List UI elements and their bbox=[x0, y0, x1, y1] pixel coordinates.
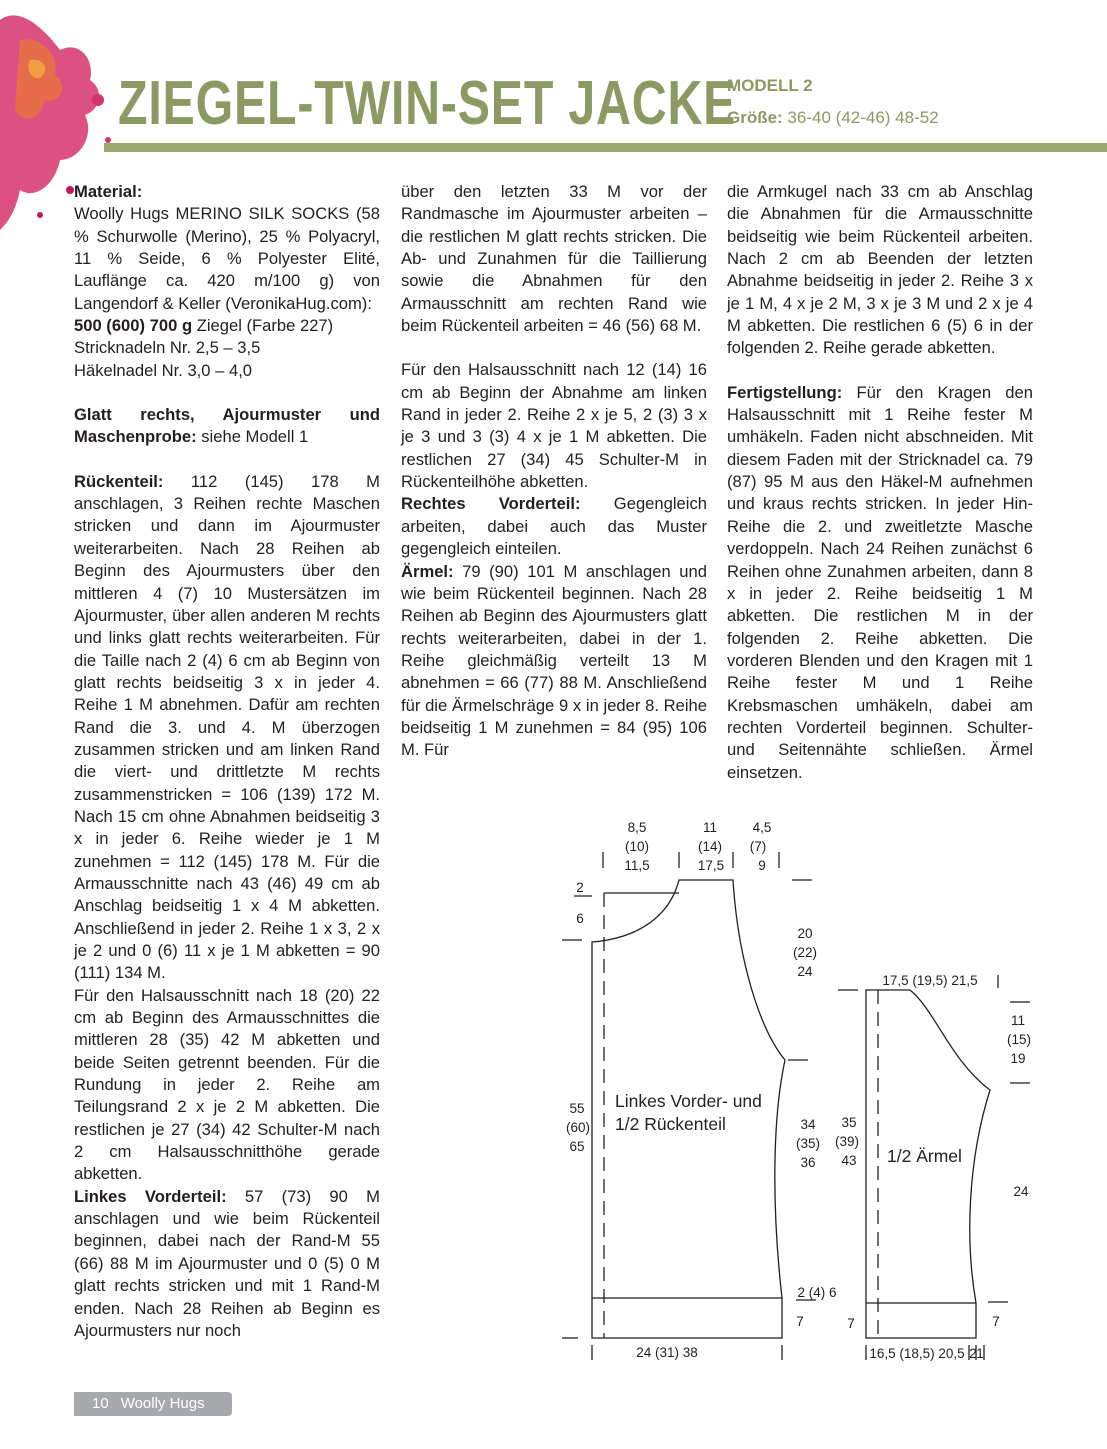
paragraph-text: über den letzten 33 M vor der Randmasche im Ajourmuster arbeiten – die restlichen M glatt rechts stricken. Die Ab- und Zunahmen für die Taillierung sowie die Abnahmen für den Armausschnitt am rechten Rand wie beim Rückenteil arbeiten = 46 (56) 68 M. bbox=[401, 182, 707, 336]
dim-sleeve-top-width: 17,5 (19,5) 21,5 bbox=[882, 973, 978, 988]
page-title: ZIEGEL-TWIN-SET JACKE bbox=[118, 69, 737, 138]
body-label-line-1: Linkes Vorder- und bbox=[615, 1091, 762, 1111]
dim-arm-h-3: 24 bbox=[797, 964, 813, 979]
dim-side-h-1: 34 bbox=[800, 1117, 816, 1132]
dim-sleeve-side-3: 43 bbox=[841, 1153, 857, 1168]
dim-waist: 2 (4) 6 bbox=[797, 1285, 837, 1300]
paragraph-text: siehe Modell 1 bbox=[196, 427, 309, 447]
paragraph-text: Für den Halsausschnitt nach 12 (14) 16 cm ab Beginn der Abnahme am linken Rand in jeder 2. Reihe 2 x je 5, 2 (3) 3 x je 3 und 3 (3) 4 x je 1 M abketten. Die restlichen 27 (34) 45 Schulter-M in Rückenteilhöhe abketten. bbox=[401, 360, 707, 492]
paragraph-text: Für den Kragen den Halsausschnitt mit 1 Reihe fester M umhäkeln. Faden nicht abschneiden. Mit diesem Faden mit der Stricknadel ca. 79 (87) 95 M aus den Häkel-M aufnehmen und kraus rechts stricken. In jeder Hin-Reihe die 2. und zweitletzte Masche verdoppeln. Nach 24 Reihen zunächst 6 Reihen ohne Zunahmen arbeiten, dann 8 x in jeder 2. Reihe beidseitig 1 M abketten. Die restlichen M in der folgenden 2. Reihe abketten. Die vorderen Blenden und den Kragen mit 1 Reihe fester M und 1 Reihe Krebsmaschen umhäkeln, dabei am rechten Vorderteil beginnen. Schulter- und Seitennähte schließen. Ärmel einsetzen. bbox=[727, 382, 1033, 782]
dim-top-b-2: (14) bbox=[697, 839, 723, 854]
paragraph-text: 57 (73) 90 M anschlagen und wie beim Rückenteil beginnen, dabei nach der Rand-M 55 (66) 88 M im Ajourmuster und 0 (5) 0 M glatt rechts stricken und mit 1 Rand-M enden. Nach 28 Reihen ab Beginn es Ajourmusters nur noch bbox=[74, 1186, 380, 1340]
dim-top-b-1: 11 bbox=[702, 820, 718, 835]
dim-top-b-3: 17,5 bbox=[697, 858, 725, 873]
size-label: Größe: bbox=[727, 108, 783, 127]
paragraph-text: 112 (145) 178 M anschlagen, 3 Reihen rechte Maschen stricken und dann im Ajourmuster weiterarbeiten. Nach 28 Reihen ab Beginn des Ajourmusters über den mittleren 4 (7) 10 Mustersätzen im Ajourmuster, über allen anderen M rechts und links glatt rechts weiterarbeiten. Für die Taille nach 2 (4) 6 cm ab Beginn von glatt rechts beidseitig 3 x in jeder 4. Reihe 1 M abnehmen. Dafür am rechten Rand die 3. und 4. M überzogen zusammen stricken und am linken Rand die viert- und drittletzte M rechts zusammenstricken = 106 (139) 172 M. Nach 15 cm ohne Abnahmen beidseitig 3 x in jeder 6. Reihe wieder je 1 M zunehmen = 112 (145) 178 M. Für die Armausschnitte nach 43 (46) 49 cm ab Anschlag beidseitig 1 x 4 M abketten. Anschließend in jeder 2. Reihe 1 x 3, 2 x je 2 und 0 (6) 11 x je 1 M abketten = 90 (111) 134 M. bbox=[74, 471, 380, 983]
paragraph-heading: Ärmel: bbox=[401, 561, 454, 581]
dim-band-sleeve-left: 7 bbox=[847, 1316, 855, 1331]
dim-sleeve-width-1: 1 bbox=[976, 1346, 984, 1361]
dim-sleeve-width-2: 2 bbox=[969, 1346, 977, 1361]
dim-top-c-3: 9 bbox=[758, 858, 766, 873]
paragraph-heading: Linkes Vorderteil: bbox=[74, 1186, 227, 1206]
page-footer bbox=[74, 1392, 232, 1416]
paragraph-text: Gegengleich arbeiten, dabei auch das Muster gegengleich einteilen. bbox=[401, 494, 707, 559]
model-number: MODELL 2 bbox=[727, 76, 813, 95]
dim-cap-h-2: (15) bbox=[1006, 1032, 1032, 1047]
dim-top-a-3: 11,5 bbox=[624, 858, 650, 873]
sleeve-label: 1/2 Ärmel bbox=[887, 1146, 962, 1166]
dim-top-a-1: 8,5 bbox=[627, 820, 647, 835]
dim-body-h-1: 55 bbox=[569, 1101, 585, 1116]
paragraph-heading: 500 (600) 700 g bbox=[74, 316, 193, 336]
paragraph-text: Ziegel (Farbe 227) bbox=[192, 316, 334, 336]
dim-body-width: 24 (31) 38 bbox=[636, 1345, 698, 1360]
dim-side-h-2: (35) bbox=[795, 1136, 821, 1151]
paragraph-heading: Rückenteil: bbox=[74, 471, 164, 491]
paragraph-heading: Rechtes Vorderteil: bbox=[401, 494, 581, 514]
dim-cap-h-3: 19 bbox=[1010, 1051, 1026, 1066]
body-label-line-2: 1/2 Rückenteil bbox=[615, 1114, 726, 1134]
dim-side-h-3: 36 bbox=[800, 1155, 816, 1170]
paragraph-heading: Fertigstellung: bbox=[727, 382, 843, 402]
paragraph-text: die Armkugel nach 33 cm ab Anschlag die Abnahmen für die Armausschnitte beidseitig wie beim Rückenteil arbeiten. Nach 2 cm ab Beenden der letzten Abnahme beidseitig in jeder 2. Reihe 3 x je 1 M, 4 x je 2 M, 3 x je 3 M und 2 x je 4 M abketten. Die restlichen 6 (5) 6 in der folgenden 2. Reihe gerade abketten. bbox=[727, 182, 1033, 358]
paragraph-heading: Material: bbox=[74, 182, 143, 201]
dim-sleeve-width: 16,5 (18,5) 20,5 bbox=[869, 1346, 965, 1361]
dim-body-h-2: (60) bbox=[565, 1120, 591, 1135]
dim-cap-h-1: 11 bbox=[1010, 1013, 1026, 1028]
footer-brand: Woolly Hugs bbox=[120, 1395, 205, 1412]
paragraph-text: 79 (90) 101 M anschlagen und wie beim Rückenteil beginnen. Nach 28 Reihen ab Beginn des Ajourmusters glatt rechts weiterarbeiten, dabei in der 1. Reihe gleichmäßig verteilt 13 M abnehmen = 66 (77) 88 M. Anschließend für die Ärmelschräge 9 x in jeder 8. Reihe beidseitig 1 M zunehmen = 84 (95) 106 M. Für bbox=[401, 561, 707, 760]
dim-sleeve-h: 24 bbox=[1013, 1184, 1029, 1199]
dim-neck-6: 6 bbox=[576, 911, 584, 926]
dim-band-sleeve-right: 7 bbox=[992, 1314, 1000, 1329]
dim-top-a-2: (10) bbox=[624, 839, 650, 854]
dim-neck-2: 2 bbox=[576, 880, 584, 895]
dim-arm-h-1: 20 bbox=[797, 926, 813, 941]
dim-band-body: 7 bbox=[796, 1314, 804, 1329]
size-value: 36-40 (42-46) 48-52 bbox=[782, 108, 939, 127]
paragraph-text: Stricknadeln Nr. 2,5 – 3,5 bbox=[74, 338, 261, 358]
dim-top-c-1: 4,5 bbox=[752, 820, 772, 835]
paragraph-text: Für den Halsausschnitt nach 18 (20) 22 cm ab Beginn des Armausschnittes die mittleren 28 (35) 42 M abketten und beide Seiten getrennt beenden. Für die Rundung in jeder 2. Reihe am Teilungsrand 2 x je 2 M abketten. Die restlichen je 27 (34) 42 Schulter-M nach 2 cm Halsausschnitthöhe gerade abketten. bbox=[74, 985, 380, 1184]
dim-sleeve-side-1: 35 bbox=[841, 1115, 857, 1130]
dim-top-c-2: (7) bbox=[749, 839, 767, 854]
paragraph-text: Woolly Hugs MERINO SILK SOCKS (58 % Schurwolle (Merino), 25 % Polyacryl, 11 % Seide, 6 % Polyester Elité, Lauflänge ca. 420 m/100 g) von Langendorf & Keller (VeronikaHug.com): bbox=[74, 204, 380, 313]
page-number: 10 bbox=[92, 1395, 109, 1412]
dim-sleeve-side-2: (39) bbox=[834, 1134, 860, 1149]
paragraph-text: Häkelnadel Nr. 3,0 – 4,0 bbox=[74, 360, 253, 380]
paragraph-heading: Glatt rechts, Ajourmuster und Maschenprobe: bbox=[74, 405, 380, 447]
dim-arm-h-2: (22) bbox=[792, 945, 818, 960]
dim-body-h-3: 65 bbox=[569, 1139, 585, 1154]
